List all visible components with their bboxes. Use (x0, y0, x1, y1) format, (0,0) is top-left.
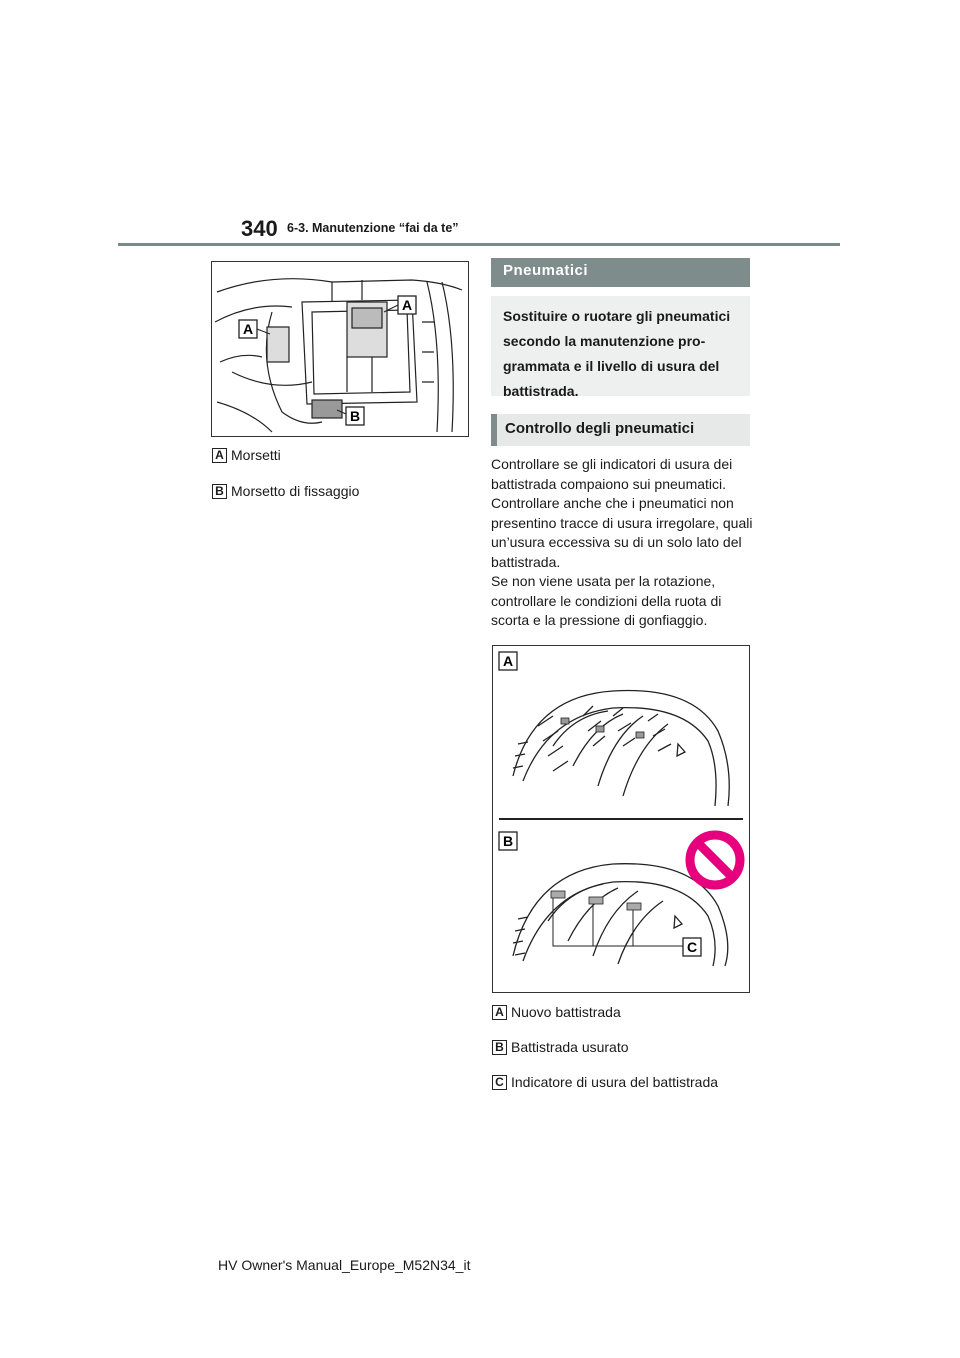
callout-a-right (384, 296, 416, 314)
legend-text: Battistrada usurato (511, 1039, 629, 1055)
callout-b (499, 832, 517, 850)
paragraph-spare-tyre: Se non viene usata per la rotazione, controllare le condizioni della ruota di scorta e la pressione di gonfiaggio. (491, 573, 722, 628)
tread-wear-illustration (492, 645, 750, 993)
paragraph-wear-indicators: Controllare se gli indicatori di usura dei battistrada compaiono sui pneumatici. Controllare anche che i pneumatici non presentino tracce di usura irregolare, quali un’usura eccessiva su di un solo lato del battistrada. (491, 456, 753, 570)
svg-text:B: B (349, 408, 361, 424)
legend-text: Morsetti (231, 447, 281, 463)
callout-c (683, 938, 701, 956)
page-number: 340 (241, 216, 278, 241)
section-heading-pneumatici: Pneumatici (491, 258, 750, 287)
section-title: 6-3. Manutenzione “fai da te” (287, 221, 459, 235)
legend-tag: B (212, 484, 227, 499)
battery-legend-a (212, 447, 281, 463)
tread-legend-b (492, 1039, 629, 1055)
legend-tag: A (492, 1005, 507, 1020)
callout-a (499, 652, 517, 670)
battery-terminals-illustration (211, 261, 469, 437)
subheading-controllo: Controllo degli pneumatici (491, 414, 750, 446)
svg-text:A: A (401, 297, 413, 313)
legend-tag: A (212, 448, 227, 463)
summary-box: Sostituire o ruotare gli pneumatici secondo la manutenzione pro-grammata e il livello di usura del battistrada. (491, 296, 750, 396)
legend-text: Morsetto di fissaggio (231, 483, 360, 499)
header-divider (118, 243, 840, 246)
svg-text:A: A (242, 321, 254, 337)
tread-legend-c (492, 1074, 718, 1090)
legend-text: Indicatore di usura del battistrada (511, 1074, 719, 1090)
callout-a-left (239, 320, 270, 338)
prohibition-icon (690, 835, 740, 885)
svg-text:C: C (686, 939, 698, 955)
battery-legend-b (212, 483, 359, 499)
legend-tag: B (492, 1040, 507, 1055)
svg-text:B: B (502, 833, 514, 849)
footer-manual-id: HV Owner's Manual_Europe_M52N34_it (218, 1257, 471, 1273)
legend-text: Nuovo battistrada (511, 1004, 621, 1020)
legend-tag: C (492, 1075, 507, 1090)
tread-legend-a (492, 1004, 621, 1020)
svg-text:A: A (502, 653, 514, 669)
